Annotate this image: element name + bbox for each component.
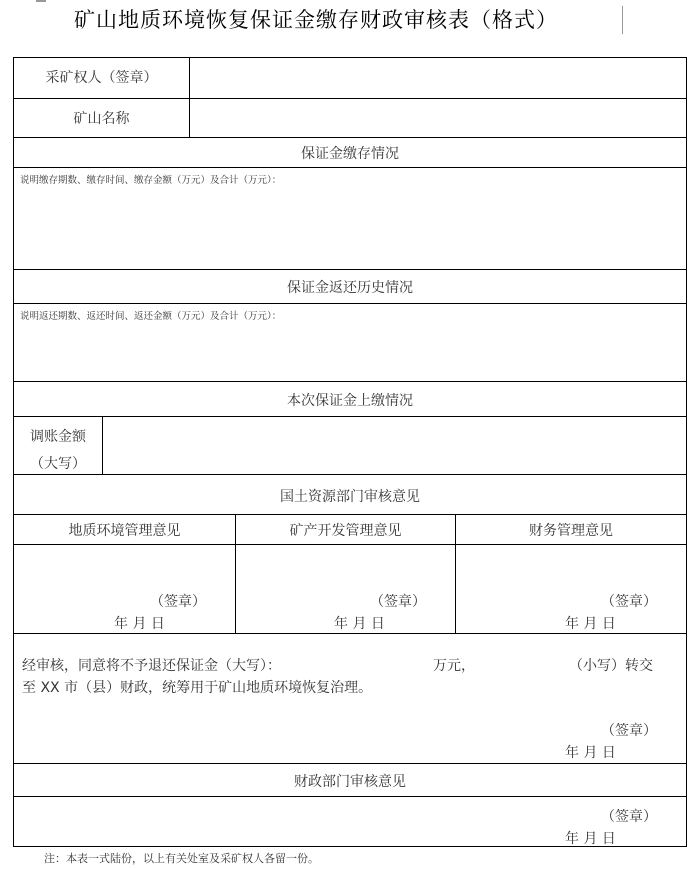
approval-text-part3: （小写）转交 <box>569 658 653 674</box>
current-section-title: 本次保证金上缴情况 <box>287 393 413 409</box>
mine-name-input[interactable] <box>190 99 686 137</box>
footer-note: 注：本表一式陆份，以上有关处室及采矿权人各留一份。 <box>44 852 319 865</box>
mineral-dev-date: 年 月 日 <box>334 616 385 632</box>
approval-amount-lowercase-input[interactable] <box>485 655 565 675</box>
transfer-amount-label: 调账金额 <box>30 429 86 445</box>
decorative-mark <box>36 0 46 2</box>
finance-seal: （签章） <box>601 809 657 825</box>
transfer-amount-input[interactable] <box>103 417 686 474</box>
miner-input[interactable] <box>190 58 686 98</box>
mineral-dev-opinion-header: 矿产开发管理意见 <box>289 523 402 539</box>
mineral-dev-seal: （签章） <box>370 594 426 610</box>
approval-date: 年 月 日 <box>565 745 616 761</box>
geo-env-seal: （签章） <box>150 594 206 610</box>
text-cursor-line <box>622 6 623 34</box>
miner-label: 采矿权人（签章） <box>45 70 158 86</box>
finance-mgmt-seal: （签章） <box>601 594 657 610</box>
row-line <box>13 474 687 475</box>
row-line <box>13 137 687 138</box>
geo-env-date: 年 月 日 <box>114 616 165 632</box>
mine-name-label: 矿山名称 <box>73 111 130 127</box>
deposit-section-title: 保证金缴存情况 <box>301 146 399 162</box>
row-line <box>13 763 687 764</box>
page-title: 矿山地质环境恢复保证金缴存财政审核表（格式） <box>74 8 558 32</box>
finance-mgmt-date: 年 月 日 <box>565 616 616 632</box>
deposit-instructions: 说明缴存期数、缴存时间、缴存金额（万元）及合计（万元）： <box>20 175 282 186</box>
approval-seal: （签章） <box>601 723 657 739</box>
row-line <box>13 269 687 270</box>
geo-env-opinion-header: 地质环境管理意见 <box>68 523 181 539</box>
finance-mgmt-opinion-header: 财务管理意见 <box>529 523 613 539</box>
row-line <box>13 633 687 634</box>
table-border-left <box>13 57 14 847</box>
approval-text-part2: 万元， <box>433 658 475 674</box>
row-line <box>13 303 687 304</box>
refund-section-title: 保证金返还历史情况 <box>287 280 413 296</box>
transfer-amount-label-sub: （大写） <box>30 456 86 472</box>
approval-amount-uppercase-input[interactable] <box>318 655 428 675</box>
row-line <box>13 514 687 515</box>
land-dept-section-title: 国土资源部门审核意见 <box>280 489 420 505</box>
approval-text-part1: 经审核，同意将不予退还保证金（大写）： <box>22 658 281 674</box>
finance-section-title: 财政部门审核意见 <box>294 774 406 790</box>
refund-instructions: 说明返还期数、返还时间、返还金额（万元）及合计（万元）： <box>20 311 282 322</box>
finance-date: 年 月 日 <box>565 831 616 847</box>
deposit-details-input[interactable] <box>14 186 686 269</box>
row-line <box>13 167 687 168</box>
row-line <box>13 381 687 382</box>
refund-details-input[interactable] <box>14 322 686 381</box>
approval-text-line2: 至 XX 市（县）财政，统筹用于矿山地质环境恢复治理。 <box>22 680 373 696</box>
table-border-right <box>686 57 687 847</box>
